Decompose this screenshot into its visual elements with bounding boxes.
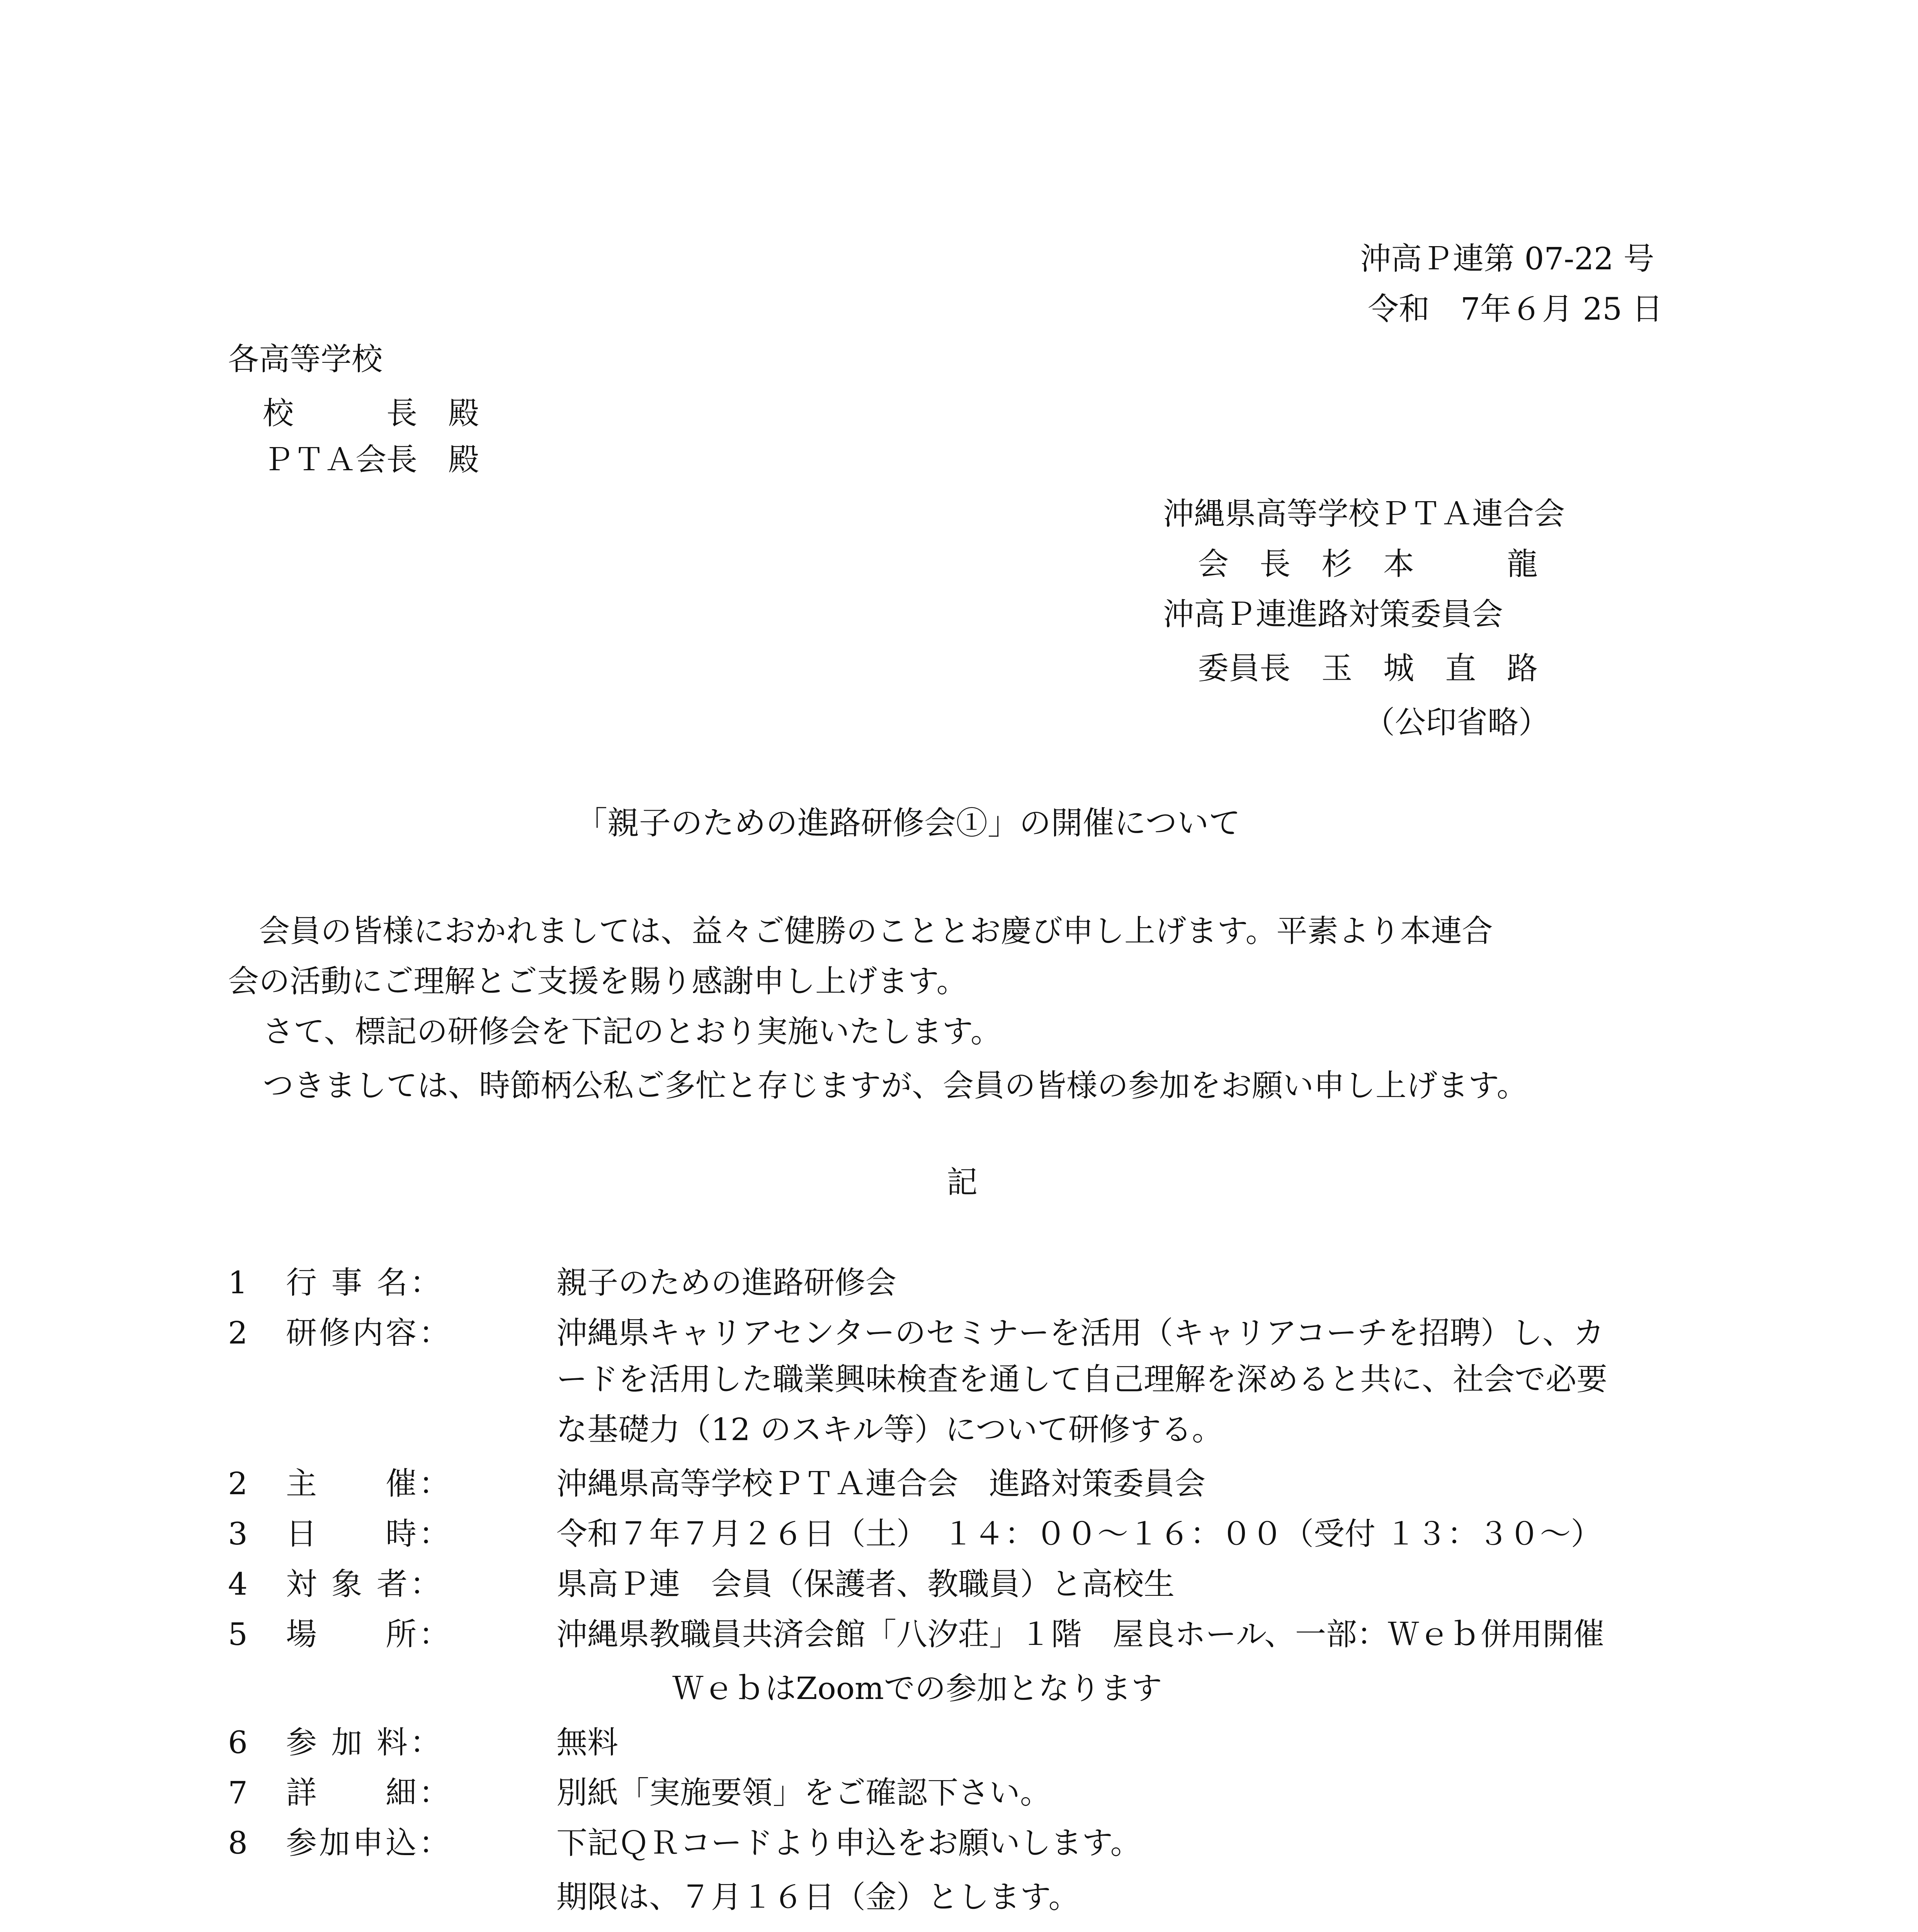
item-number: 8 (228, 1825, 248, 1861)
sender-org-committee: 沖高Ｐ連進路対策委員会 (1163, 596, 1503, 632)
document-title: 「親子のための進路研修会①」の開催について (576, 805, 1241, 842)
item-label: 日 時： (286, 1516, 452, 1552)
item-label: 対 象 者： (286, 1566, 443, 1602)
item-value: 下記ＱＲコードより申込をお願いします。 (556, 1825, 1141, 1861)
item-value: 県高Ｐ連 会員（保護者、教職員）と高校生 (556, 1566, 1175, 1602)
body-paragraph-2: さて、標記の研修会を下記のとおり実施いたします。 (263, 1014, 1002, 1049)
seal-omitted-note: （公印省略） (1364, 704, 1549, 740)
item-value: 沖縄県教職員共済会館「八汐荘」１階 屋良ホール、一部：Ｗｅｂ併用開催 (556, 1616, 1604, 1652)
item-number: 7 (228, 1775, 248, 1811)
item-value: 沖縄県高等学校ＰＴＡ連合会 進路対策委員会 (556, 1466, 1206, 1502)
item-label: 参加申込： (286, 1825, 452, 1861)
item-number: 5 (228, 1616, 248, 1652)
item-value-continued: ードを活用した職業興味検査を通して自己理解を深めると共に、社会で必要 (556, 1361, 1607, 1397)
body-paragraph-3: つきましては、時節柄公私ご多忙と存じますが、会員の皆様の参加をお願い申し上げます。 (263, 1068, 1528, 1104)
sender-chairperson: 委員長 玉 城 直 路 (1198, 650, 1538, 686)
item-value: 親子のための進路研修会 (556, 1265, 896, 1301)
item-value-continued: な基礎力（12 のスキル等）について研修する。 (556, 1412, 1223, 1447)
addressee-principal: 校 長 殿 (263, 395, 479, 431)
item-number: 2 (228, 1466, 248, 1502)
item-value: 無料 (556, 1725, 618, 1760)
document-number: 沖高Ｐ連第 07-22 号 (1360, 241, 1654, 277)
item-number: 6 (228, 1725, 248, 1760)
item-label: 詳 細： (286, 1775, 452, 1811)
item-number: 3 (228, 1516, 248, 1552)
sender-org-federation: 沖縄県高等学校ＰＴＡ連合会 (1163, 496, 1565, 532)
item-value-continued: ＷｅｂはZoomでの参加となります (672, 1670, 1162, 1706)
item-value: 令和７年７月２６日（土） １４：００～１６：００（受付 １３：３０～） (556, 1516, 1602, 1552)
item-label: 参 加 料： (286, 1725, 443, 1760)
item-number: 4 (228, 1566, 248, 1602)
item-label: 研修内容： (286, 1315, 452, 1351)
addressee-pta-chair: ＰＴＡ会長 殿 (263, 442, 479, 478)
item-number: 1 (228, 1265, 248, 1301)
item-number: 2 (228, 1315, 248, 1351)
addressee-schools: 各高等学校 (228, 341, 383, 377)
item-label: 場 所： (286, 1616, 452, 1652)
item-label: 主 催： (286, 1466, 452, 1502)
ki-heading: 記 (947, 1164, 978, 1200)
sender-president: 会 長 杉 本 龍 (1198, 546, 1538, 582)
body-paragraph-1-line-2: 会の活動にご理解とご支援を賜り感謝申し上げます。 (228, 963, 968, 999)
item-value-continued: 期限は、７月１６日（金）とします。 (556, 1879, 1080, 1915)
item-value: 沖縄県キャリアセンターのセミナーを活用（キャリアコーチを招聘）し、カ (556, 1315, 1604, 1351)
item-value: 別紙「実施要領」をご確認下さい。 (556, 1775, 1051, 1811)
document-date: 令和 7年６月 25 日 (1368, 291, 1663, 327)
body-paragraph-1-line-1: 会員の皆様におかれましては、益々ご健勝のこととお慶び申し上げます。平素より本連合 (259, 913, 1493, 949)
item-label: 行 事 名： (286, 1265, 443, 1301)
